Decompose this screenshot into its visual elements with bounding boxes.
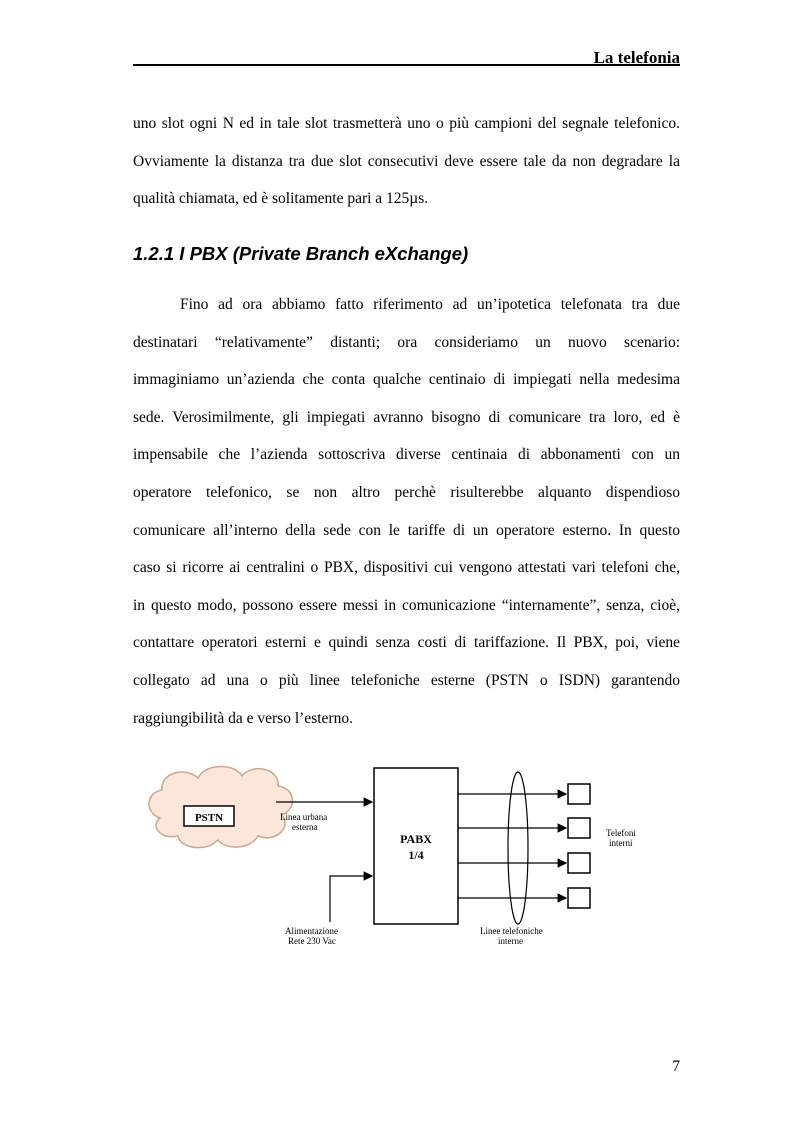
power-label: Rete 230 Vac — [288, 936, 336, 946]
text-line: immaginiamo un’azienda che conta qualche centinaio di impiegati nella medesima — [133, 371, 680, 389]
text-line: sede. Verosimilmente, gli impiegati avranno bisogno di comunicare tra loro, ed è — [133, 408, 680, 426]
section-title: 1.2.1 I PBX (Private Branch eXchange) — [133, 243, 469, 264]
text-line: Ovviamente la distanza tra due slot consecutivi deve essere tale da non degradare la — [133, 152, 680, 170]
power-arrow — [330, 876, 372, 922]
lines-bundle-ellipse — [508, 772, 528, 924]
text-line: contattare operatori esterni e quindi senza costi di tariffazione. Il PBX, poi, viene — [133, 634, 680, 652]
header-title-underline — [578, 64, 680, 66]
text-line: impensabile che l’azienda sottoscriva diverse centinaia di abbonamenti con un — [133, 446, 680, 464]
internal-lines-label: Linee telefoniche — [480, 926, 543, 936]
phone-box — [568, 784, 590, 804]
text-line: uno slot ogni N ed in tale slot trasmetterà uno o più campioni del segnale telefonico. — [133, 115, 680, 132]
phone-box — [568, 853, 590, 873]
text-line: collegato ad una o più linee telefoniche esterne (PSTN o ISDN) garantendo — [133, 671, 680, 689]
phone-box — [568, 888, 590, 908]
pstn-label: PSTN — [194, 812, 224, 824]
header-rule — [133, 64, 580, 66]
phones-label: interni — [609, 838, 633, 848]
text-line: destinatari “relativamente” distanti; ora consideriamo un nuovo scenario: — [133, 333, 680, 351]
external-line-label: Linea urbana — [280, 812, 328, 822]
page-number: 7 — [672, 1058, 680, 1075]
paragraph-intro — [133, 105, 680, 218]
pbx-diagram — [140, 758, 660, 958]
text-line: in questo modo, possono essere messi in comunicazione “internamente”, senza, cioè, — [133, 596, 680, 614]
pabx-box — [374, 768, 458, 924]
paragraph-pbx — [133, 286, 680, 737]
pstn-cloud — [149, 766, 293, 847]
phones-label: Telefoni — [606, 828, 636, 838]
text-line: comunicare all’interno della sede con le tariffe di un operatore esterno. In questo — [133, 521, 680, 539]
pabx-label: 1/4 — [408, 848, 424, 862]
pabx-label: PABX — [400, 832, 432, 846]
text-line: operatore telefonico, se non altro perchè risulterebbe alquanto dispendioso — [133, 483, 680, 501]
text-line: caso si ricorre ai centralini o PBX, dispositivi cui vengono attestati vari telefoni che, — [133, 559, 680, 577]
running-header-title: La telefonia — [593, 48, 680, 67]
text-line: raggiungibilità da e verso l’esterno. — [133, 709, 353, 727]
text-line: qualità chiamata, ed è solitamente pari a 125µs. — [133, 190, 429, 208]
external-line-label: esterna — [292, 822, 318, 832]
phone-box — [568, 818, 590, 838]
power-label: Alimentazione — [285, 926, 338, 936]
text-line: Fino ad ora abbiamo fatto riferimento ad un’ipotetica telefonata tra due — [180, 296, 680, 313]
internal-lines-label: interne — [498, 936, 523, 946]
